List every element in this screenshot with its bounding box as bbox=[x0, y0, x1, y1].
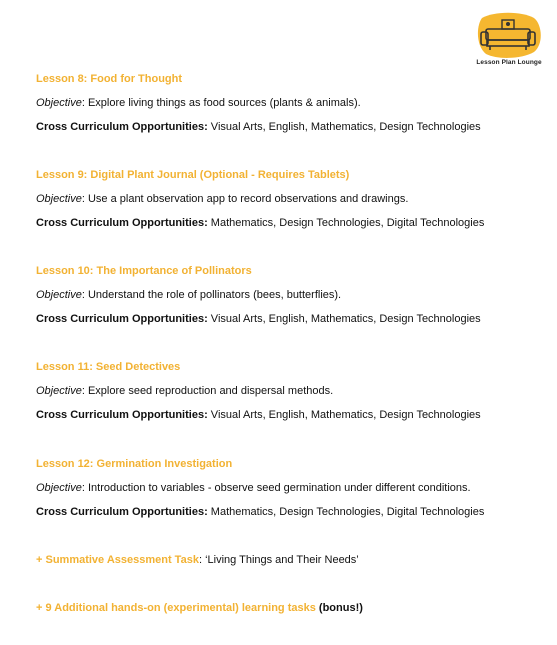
objective-text: : Explore seed reproduction and dispersal methods. bbox=[81, 385, 334, 397]
lesson-title: Lesson 11: Seed Detectives bbox=[36, 361, 181, 373]
logo-text: Lesson Plan Lounge bbox=[476, 59, 542, 66]
lesson-objective bbox=[36, 385, 536, 398]
summative-assessment-highlight: + Summative Assessment Task bbox=[36, 554, 199, 566]
lesson-title: Lesson 8: Food for Thought bbox=[36, 73, 183, 85]
lesson-cross-curriculum bbox=[36, 121, 536, 134]
lesson-title: Lesson 10: The Importance of Pollinators bbox=[36, 265, 252, 277]
cross-curriculum-label: Cross Curriculum Opportunities: bbox=[36, 409, 208, 421]
objective-label: Objective bbox=[36, 482, 82, 494]
objective-text: : Understand the role of pollinators (bees, butterflies). bbox=[81, 289, 342, 301]
lesson-objective bbox=[36, 97, 536, 110]
cross-curriculum-label: Cross Curriculum Opportunities: bbox=[36, 313, 208, 325]
lesson-objective bbox=[36, 193, 536, 206]
cross-curriculum-text: Mathematics, Design Technologies, Digital Technologies bbox=[207, 506, 485, 518]
objective-label: Objective bbox=[36, 385, 82, 397]
additional-tasks-highlight: + 9 Additional hands-on (experimental) learning tasks bbox=[36, 602, 316, 614]
lesson-objective bbox=[36, 289, 536, 302]
cross-curriculum-label: Cross Curriculum Opportunities: bbox=[36, 506, 208, 518]
lesson-cross-curriculum bbox=[36, 217, 536, 230]
cross-curriculum-label: Cross Curriculum Opportunities: bbox=[36, 217, 208, 229]
summative-assessment-line bbox=[36, 554, 359, 567]
lesson-9 bbox=[36, 169, 536, 230]
lesson-cross-curriculum bbox=[36, 409, 536, 422]
objective-text: : Introduction to variables - observe seed germination under different conditions. bbox=[81, 482, 471, 494]
lesson-objective bbox=[36, 482, 536, 495]
cross-curriculum-label: Cross Curriculum Opportunities: bbox=[36, 121, 208, 133]
lesson-8 bbox=[36, 73, 536, 134]
summative-assessment-text: : ‘Living Things and Their Needs’ bbox=[198, 554, 359, 566]
cross-curriculum-text: Visual Arts, English, Mathematics, Design Technologies bbox=[207, 409, 481, 421]
objective-text: : Use a plant observation app to record observations and drawings. bbox=[81, 193, 409, 205]
additional-tasks-line bbox=[36, 602, 363, 615]
lesson-title: Lesson 12: Germination Investigation bbox=[36, 458, 233, 470]
lesson-plan-lounge-logo bbox=[472, 12, 546, 70]
cross-curriculum-text: Mathematics, Design Technologies, Digital Technologies bbox=[207, 217, 485, 229]
objective-label: Objective bbox=[36, 193, 82, 205]
objective-label: Objective bbox=[36, 289, 82, 301]
objective-text: : Explore living things as food sources (plants & animals). bbox=[81, 97, 361, 109]
cross-curriculum-text: Visual Arts, English, Mathematics, Design Technologies bbox=[207, 121, 481, 133]
lesson-cross-curriculum bbox=[36, 506, 536, 519]
lesson-10 bbox=[36, 265, 536, 326]
sofa-icon bbox=[472, 12, 546, 58]
lesson-title: Lesson 9: Digital Plant Journal (Optional - Requires Tablets) bbox=[36, 169, 350, 181]
lesson-cross-curriculum bbox=[36, 313, 536, 326]
lesson-12 bbox=[36, 458, 536, 519]
bonus-text: (bonus!) bbox=[315, 602, 363, 614]
cross-curriculum-text: Visual Arts, English, Mathematics, Design Technologies bbox=[207, 313, 481, 325]
lesson-11 bbox=[36, 361, 536, 422]
objective-label: Objective bbox=[36, 97, 82, 109]
